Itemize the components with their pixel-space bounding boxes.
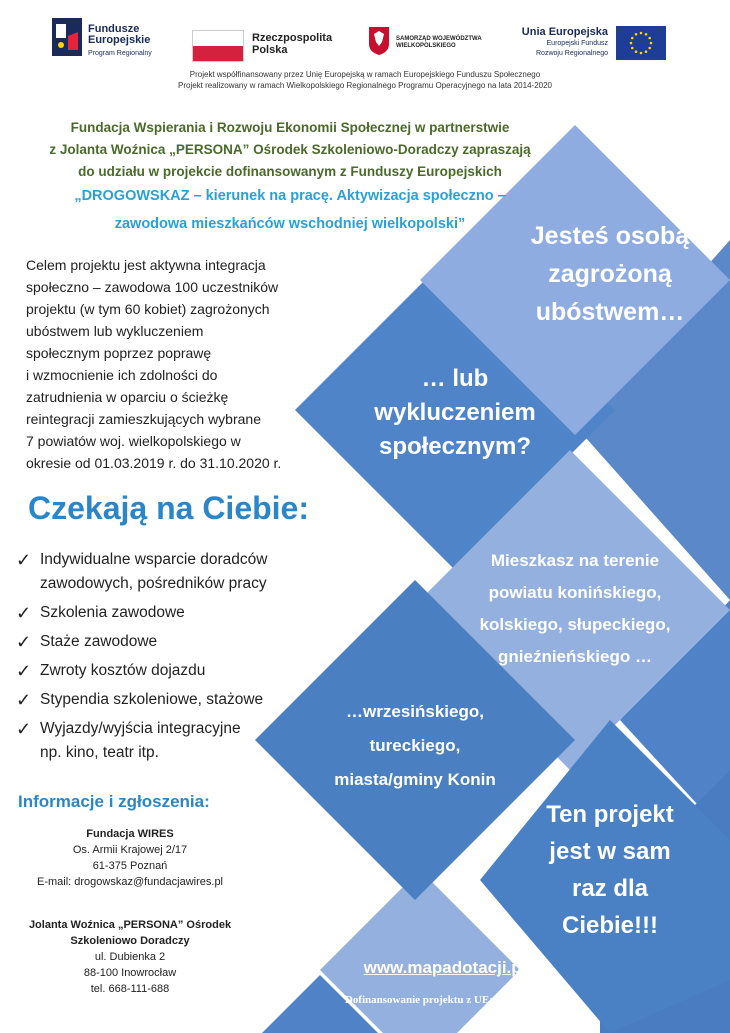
benefits-title: Czekają na Ciebie: <box>28 490 309 526</box>
diamond-1-text: Jesteś osobą zagrożoną ubóstwem… <box>530 222 690 326</box>
checkmark-icon: ✓ <box>16 690 32 710</box>
info-title: Informacje i zgłoszenia: <box>18 792 210 811</box>
benefit-item: ✓ Staże zawodowe <box>16 632 158 652</box>
lead-line: i wzmocnienie ich zdolności do <box>26 367 218 383</box>
lead-line: zatrudnienia w oparciu o ścieżkę <box>26 389 229 405</box>
checkmark-icon: ✓ <box>16 603 32 623</box>
lead-line: społeczno – zawodowa 100 uczestników <box>26 279 279 295</box>
contact-persona: Jolanta Woźnica „PERSONA” Ośrodek Szkoleniowo Doradczy ul. Dubienka 2 88-100 Inowrocław tel. 668-111-688 <box>28 919 232 995</box>
intro-line-1: Fundacja Wspierania i Rozwoju Ekonomii Społecznej w partnerstwie <box>70 120 510 135</box>
lead-line: projektu (w tym 60 kobiet) zagrożonych <box>26 301 270 317</box>
benefit-item: ✓ Stypendia szkoleniowe, stażowe <box>16 690 264 710</box>
benefit-item: ✓ Indywidualne wsparcie doradców zawodowych, pośredników pracy <box>16 550 268 592</box>
lead-line: 7 powiatów woj. wielkopolskiego w <box>26 433 241 449</box>
polish-flag <box>192 30 244 62</box>
checkmark-icon: ✓ <box>16 661 32 681</box>
diamond-2-text: … lub wykluczeniem społecznym? <box>374 365 536 460</box>
lead-line: reintegracji zamieszkujących wybrane <box>26 411 261 427</box>
funding-amount: Dofinansowanie projektu z UE: 818 922,94 <box>344 994 546 1006</box>
samorzad-logo-text: SAMORZĄD WOJEWÓDZTWA WIELKOPOLSKIEGO <box>396 36 482 49</box>
benefit-item: ✓ Szkolenia zawodowe <box>16 603 185 623</box>
project-name-line-1: „DROGOWSKAZ – kierunek na pracę. Aktywizacja społeczno – <box>74 188 506 204</box>
checkmark-icon: ✓ <box>16 632 32 652</box>
diamond-5-text: Ten projekt jest w sam raz dla Ciebie!!! <box>546 801 674 939</box>
benefits-list <box>16 548 336 770</box>
rp-logo-text: Rzeczpospolita Polska <box>252 32 333 56</box>
project-cofinance-line: Projekt współfinansowany przez Unię Europejską w ramach Europejskiego Funduszu Społecznego <box>189 70 541 79</box>
wielkopolska-crest-icon <box>368 26 390 56</box>
contact-wires: Fundacja WIRES Os. Armii Krajowej 2/17 61-375 Poznań E-mail: drogowskaz@fundacjawires.pl <box>0 826 260 890</box>
checkmark-icon: ✓ <box>16 550 32 570</box>
website-link[interactable]: www.mapadotacji.pl <box>363 958 527 977</box>
ue-logo-text: Unia Europejska Europejski Fundusz Rozwoju Regionalnego <box>521 26 608 57</box>
eu-flag-icon <box>616 26 666 60</box>
email-link[interactable]: E-mail: drogowskaz@fundacjawires.pl <box>36 876 224 888</box>
project-goal-paragraph <box>26 254 326 474</box>
intro-line-3: do udziału w projekcie dofinansowanym z Funduszy Europejskich <box>78 164 502 179</box>
benefit-item: ✓ Zwroty kosztów dojazdu <box>16 661 206 681</box>
project-name-line-2: zawodowa mieszkańców wschodniej wielkopolski” <box>114 216 466 232</box>
lead-line: ubóstwem lub wykluczeniem <box>26 323 204 339</box>
fundusze-europejskie-logo <box>52 18 82 56</box>
fe-logo-text: Fundusze Europejskie Program Regionalny <box>88 23 152 57</box>
benefit-item: ✓ Wyjazdy/wyjścia integracyjne np. kino, teatr itp. <box>16 719 241 761</box>
lead-line: społecznym poprzez poprawę <box>26 345 212 361</box>
checkmark-icon: ✓ <box>16 719 32 739</box>
intro-line-2: z Jolanta Woźnica „PERSONA” Ośrodek Szkoleniowo-Doradczy zapraszają <box>49 142 531 157</box>
logo-bar <box>0 14 730 66</box>
lead-line: okresie od 01.03.2019 r. do 31.10.2020 r. <box>26 455 282 471</box>
diamond-4-text: …wrzesińskiego, tureckiego, miasta/gminy Konin <box>334 702 496 789</box>
project-program-line: Projekt realizowany w ramach Wielkopolskiego Regionalnego Programu Operacyjnego na lata 2014-2020 <box>178 81 552 90</box>
lead-line: Celem projektu jest aktywna integracja <box>26 257 266 273</box>
diamond-3-text: Mieszkasz na terenie powiatu konińskiego, kolskiego, słupeckiego, gnieźnieńskiego … <box>479 551 671 666</box>
